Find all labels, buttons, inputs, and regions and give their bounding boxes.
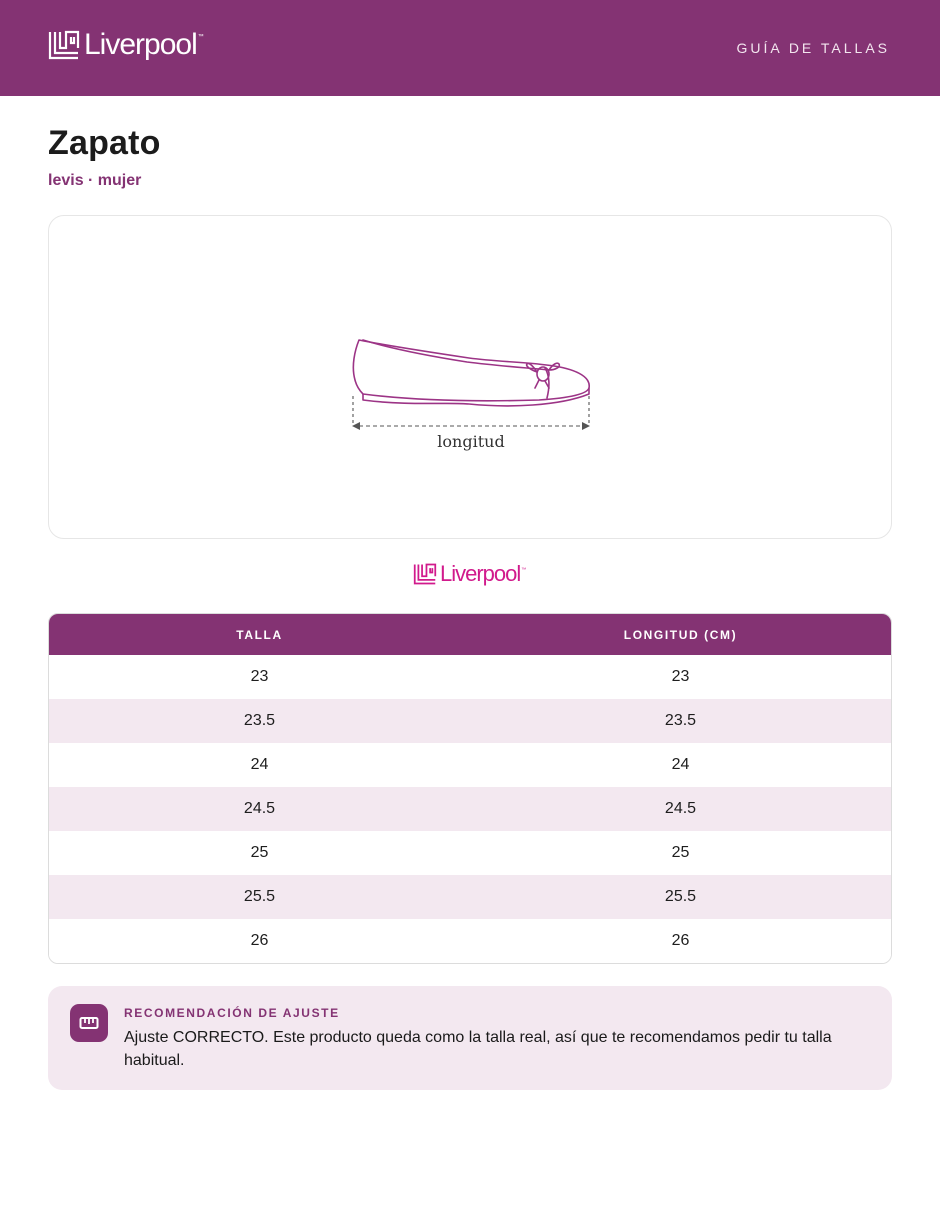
length-cell: 23.5 xyxy=(664,712,697,729)
table-row xyxy=(49,831,891,875)
brand-wordmark-small: Liverpool xyxy=(440,561,521,586)
page-header xyxy=(0,0,940,96)
size-cell: 25.5 xyxy=(243,888,276,905)
fit-recommendation-text: Ajuste CORRECTO. Este producto queda como la talla real, así que te recomendamos pedir tu talla habitual. xyxy=(124,1029,832,1069)
table-row xyxy=(49,655,891,699)
length-cell: 25 xyxy=(671,844,690,861)
column-header-size: TALLA xyxy=(236,627,283,642)
table-header xyxy=(49,614,891,655)
column-header-length: LONGITUD (CM) xyxy=(623,627,738,642)
fit-recommendation-label: RECOMENDACIÓN DE AJUSTE xyxy=(124,1006,340,1020)
product-subtitle: levis · mujer xyxy=(48,172,142,189)
length-cell: 26 xyxy=(671,932,690,949)
length-cell: 23 xyxy=(671,668,690,685)
liverpool-logo-small-icon xyxy=(413,563,437,585)
table-row xyxy=(49,875,891,919)
length-cell: 25.5 xyxy=(664,888,697,905)
length-cell: 24.5 xyxy=(664,800,697,817)
length-measure-label: longitud xyxy=(437,432,505,451)
page-title: Zapato xyxy=(48,124,161,162)
size-guide-link[interactable]: GUÍA DE TALLAS xyxy=(736,40,890,56)
trademark-mark-small: ™ xyxy=(521,567,527,573)
brand-logo[interactable] xyxy=(48,30,204,60)
size-cell: 26 xyxy=(250,932,269,949)
brand-wordmark: Liverpool xyxy=(84,28,197,61)
size-cell: 24.5 xyxy=(243,800,276,817)
size-table xyxy=(48,613,892,964)
length-cell: 24 xyxy=(671,756,690,773)
shoe-illustration-icon xyxy=(349,336,593,436)
table-row xyxy=(49,919,891,963)
table-row xyxy=(49,787,891,831)
table-body xyxy=(49,655,891,963)
size-cell: 25 xyxy=(250,844,269,861)
liverpool-logo-icon xyxy=(48,30,80,60)
size-cell: 23.5 xyxy=(243,712,276,729)
shoe-measurement-card xyxy=(48,215,892,539)
table-row xyxy=(49,743,891,787)
ruler-icon xyxy=(70,1004,108,1042)
table-row xyxy=(49,699,891,743)
size-cell: 23 xyxy=(250,668,269,685)
brand-logo-small xyxy=(413,563,526,585)
trademark-mark: ™ xyxy=(197,34,204,40)
fit-recommendation xyxy=(48,986,892,1090)
size-cell: 24 xyxy=(250,756,269,773)
